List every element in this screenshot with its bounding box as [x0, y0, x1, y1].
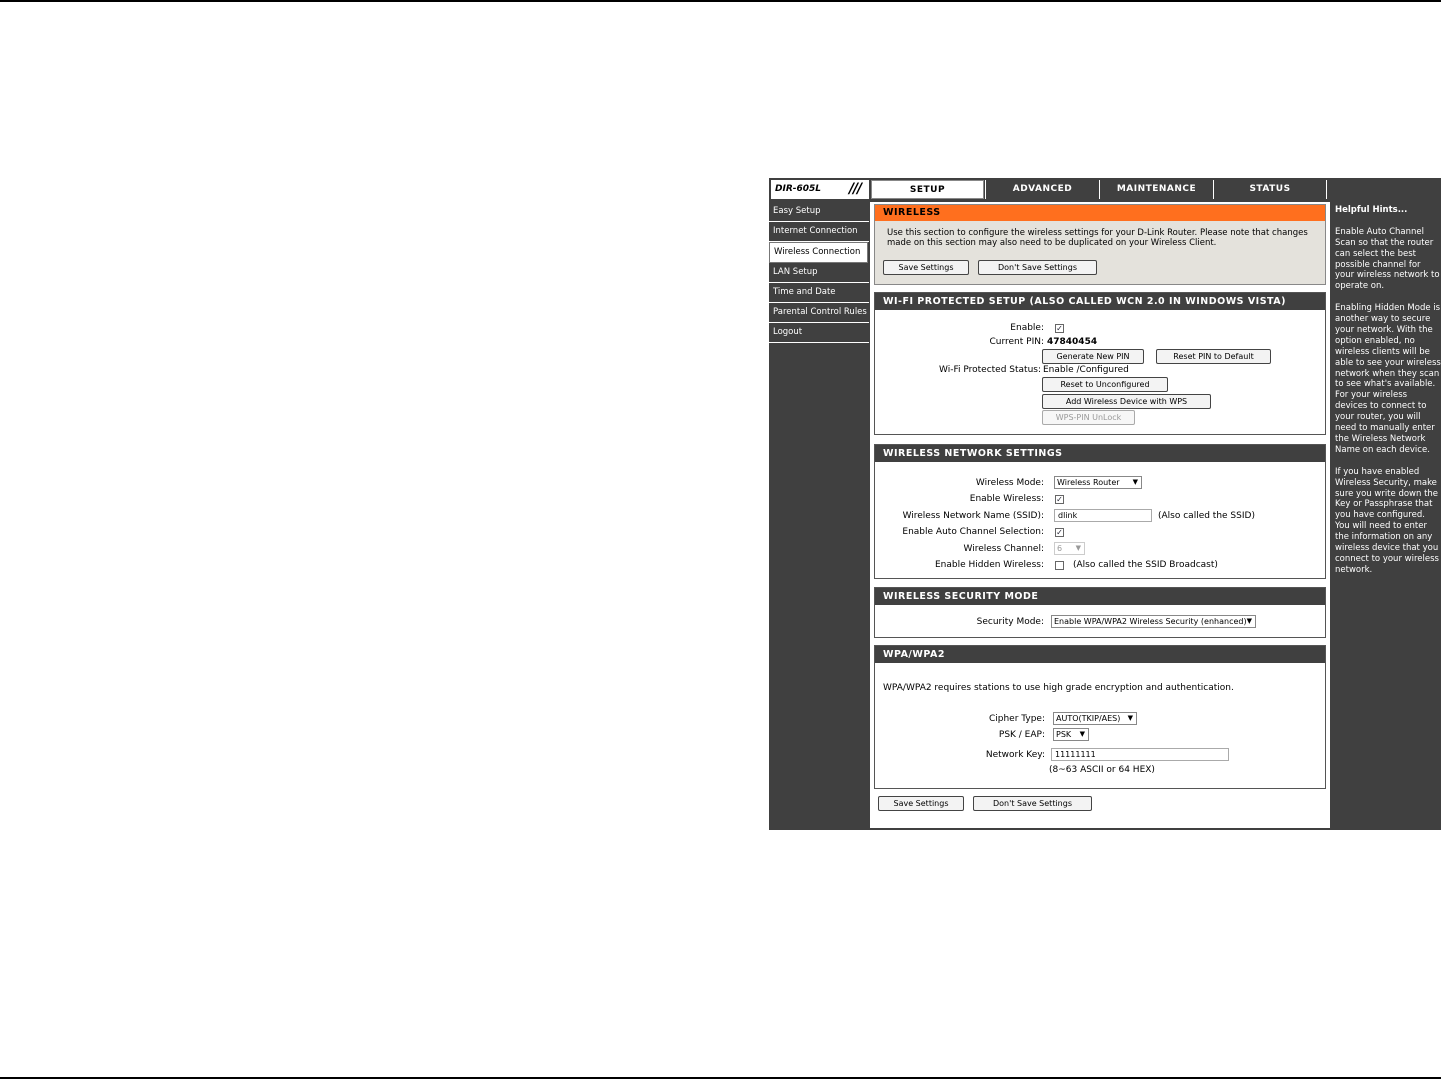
network-key-label: Network Key:	[985, 750, 1045, 760]
reset-to-unconfigured-button[interactable]: Reset to Unconfigured	[1042, 377, 1168, 392]
hint-paragraph: Enabling Hidden Mode is another way to secure your network. With the option enabled, no wireless clients will be able to see your wireless network when they scan to see what's available. For your wireless devices to connect to your router, you will need to manually enter the Wireless Network Name on each device.	[1335, 303, 1441, 455]
current-pin-label: Current PIN:	[989, 337, 1044, 347]
chevron-down-icon: ▼	[1246, 617, 1252, 625]
wireless-title: WIRELESS	[875, 205, 1325, 221]
security-mode-value: Enable WPA/WPA2 Wireless Security (enhanced)	[1054, 617, 1247, 626]
chevron-down-icon: ▼	[1079, 730, 1085, 738]
psk-eap-select[interactable]	[1053, 728, 1089, 741]
main-content	[870, 202, 1330, 828]
save-settings-button-bottom[interactable]: Save Settings	[878, 796, 964, 811]
network-key-note: (8~63 ASCII or 64 HEX)	[1049, 765, 1155, 775]
sidebar-item-lan-setup[interactable]: LAN Setup	[769, 263, 869, 283]
tab-maintenance[interactable]: MAINTENANCE	[1099, 180, 1213, 199]
wps-panel	[874, 292, 1326, 435]
wireless-mode-label: Wireless Mode:	[975, 478, 1044, 488]
psk-eap-value: PSK	[1056, 730, 1072, 739]
top-rule	[0, 0, 1441, 2]
helpful-hints-panel	[1332, 202, 1441, 828]
wps-enable-label: Enable:	[1010, 323, 1044, 333]
sidebar-item-parental-control[interactable]: Parental Control Rules	[769, 303, 869, 323]
wps-status-label: Wi-Fi Protected Status:	[939, 365, 1041, 375]
reset-pin-button[interactable]: Reset PIN to Default	[1156, 349, 1271, 364]
ssid-note: (Also called the SSID)	[1158, 511, 1255, 521]
cipher-type-select[interactable]	[1053, 712, 1137, 725]
sidebar-item-logout[interactable]: Logout	[769, 323, 869, 343]
wireless-mode-value: Wireless Router	[1057, 478, 1120, 487]
dont-save-settings-button-bottom[interactable]: Don't Save Settings	[973, 796, 1092, 811]
wireless-intro-text: Use this section to configure the wireless settings for your D-Link Router. Please note that changes made on this section may also need to be duplicated on your Wireless Client.	[887, 228, 1308, 248]
ssid-label: Wireless Network Name (SSID):	[902, 511, 1044, 521]
dont-save-settings-button-top[interactable]: Don't Save Settings	[978, 260, 1097, 275]
router-admin-page	[769, 178, 1441, 830]
security-mode-label: Security Mode:	[976, 617, 1044, 627]
chevron-down-icon: ▼	[1127, 714, 1133, 722]
tab-setup[interactable]: SETUP	[871, 180, 984, 199]
wireless-network-settings-panel	[874, 444, 1326, 579]
wireless-channel-value: 6	[1057, 544, 1063, 553]
sidebar	[769, 202, 869, 343]
top-nav-bar	[769, 178, 1441, 200]
wpa-description: WPA/WPA2 requires stations to use high grade encryption and authentication.	[883, 683, 1234, 693]
security-mode-title: WIRELESS SECURITY MODE	[875, 588, 1325, 605]
add-wireless-device-wps-button[interactable]: Add Wireless Device with WPS	[1042, 394, 1211, 409]
wireless-channel-select[interactable]	[1054, 542, 1085, 555]
current-pin-value: 47840454	[1047, 337, 1098, 347]
wps-title: WI-FI PROTECTED SETUP (ALSO CALLED WCN 2.0 IN WINDOWS VISTA)	[875, 293, 1325, 310]
save-settings-button-top[interactable]: Save Settings	[883, 260, 969, 275]
wireless-security-mode-panel	[874, 587, 1326, 638]
hidden-wireless-note: (Also called the SSID Broadcast)	[1073, 560, 1218, 570]
model-logo	[771, 180, 869, 199]
wps-enable-checkbox[interactable]: ✓	[1056, 324, 1063, 333]
ssid-input[interactable]: dlink	[1054, 509, 1152, 522]
network-settings-title: WIRELESS NETWORK SETTINGS	[875, 445, 1325, 462]
psk-eap-label: PSK / EAP:	[998, 730, 1045, 740]
auto-channel-label: Enable Auto Channel Selection:	[902, 527, 1044, 537]
network-key-input[interactable]: 11111111	[1051, 748, 1229, 761]
cipher-type-label: Cipher Type:	[988, 714, 1045, 724]
model-name: DIR-605L	[775, 184, 822, 194]
hidden-wireless-label: Enable Hidden Wireless:	[934, 560, 1044, 570]
sidebar-item-easy-setup[interactable]: Easy Setup	[769, 202, 869, 222]
tab-status[interactable]: STATUS	[1213, 180, 1327, 199]
bottom-rule	[0, 1077, 1441, 1079]
security-mode-select[interactable]	[1051, 615, 1256, 628]
wpa-panel	[874, 645, 1326, 789]
chevron-down-icon: ▼	[1132, 478, 1138, 486]
generate-new-pin-button[interactable]: Generate New PIN	[1042, 349, 1144, 364]
hint-paragraph: Enable Auto Channel Scan so that the router can select the best possible channel for your wireless network to operate on.	[1335, 226, 1440, 292]
wps-pin-unlock-button[interactable]: WPS-PIN UnLock	[1042, 410, 1135, 425]
wireless-intro-panel	[874, 204, 1326, 285]
hint-paragraph: If you have enabled Wireless Security, make sure you write down the Key or Passphrase that you have configured. You will need to enter the information on any wireless device that you connect to your wireless network.	[1335, 466, 1439, 575]
enable-wireless-label: Enable Wireless:	[969, 494, 1044, 504]
logo-slashes-icon: / / /	[849, 181, 860, 197]
wpa-title: WPA/WPA2	[875, 646, 1325, 663]
tab-advanced[interactable]: ADVANCED	[985, 180, 1099, 199]
sidebar-item-time-and-date[interactable]: Time and Date	[769, 283, 869, 303]
hints-title: Helpful Hints...	[1335, 205, 1408, 215]
cipher-type-value: AUTO(TKIP/AES)	[1056, 714, 1121, 723]
sidebar-item-wireless-connection[interactable]: Wireless Connection	[769, 242, 868, 263]
wireless-mode-select[interactable]	[1054, 476, 1142, 489]
wps-status-value: Enable /Configured	[1043, 365, 1129, 375]
sidebar-item-internet-connection[interactable]: Internet Connection	[769, 222, 869, 242]
hidden-wireless-checkbox[interactable]	[1055, 561, 1064, 570]
wireless-channel-label: Wireless Channel:	[963, 544, 1044, 554]
auto-channel-checkbox[interactable]: ✓	[1056, 528, 1063, 537]
enable-wireless-checkbox[interactable]: ✓	[1056, 495, 1063, 504]
chevron-down-icon: ▼	[1075, 544, 1081, 552]
